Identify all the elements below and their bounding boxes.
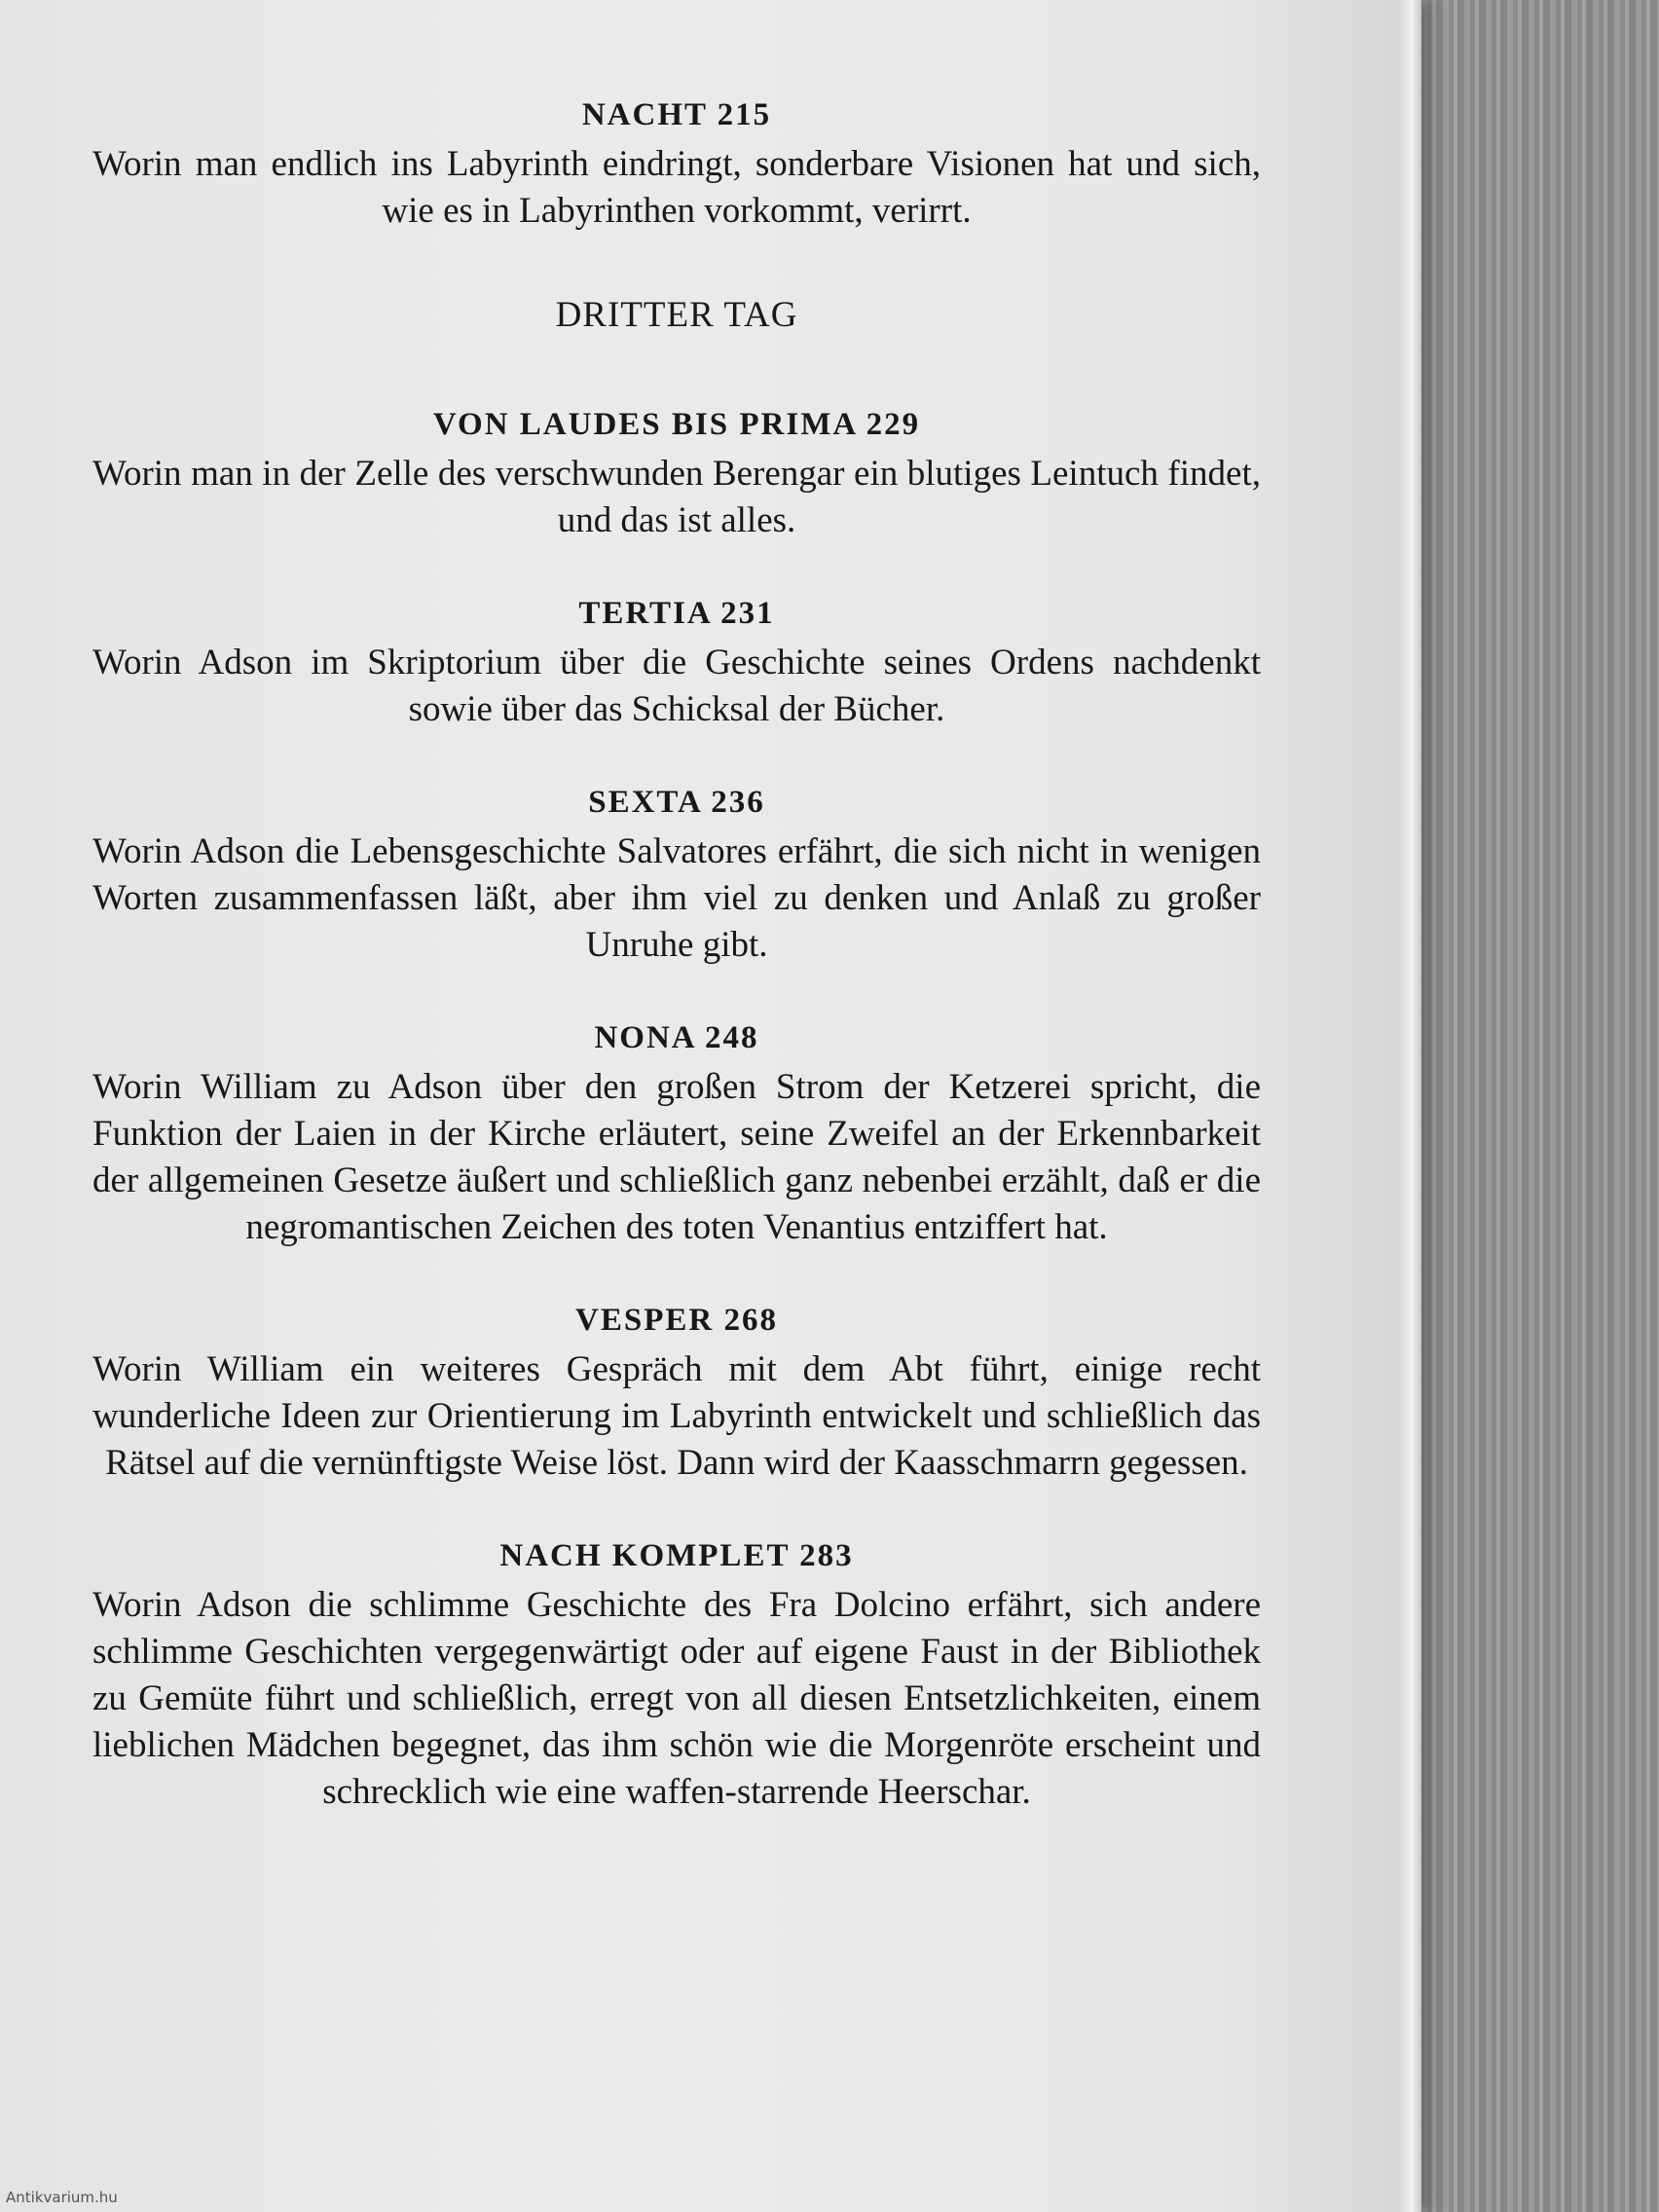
toc-entry [92,92,1261,235]
entry-summary: Worin Adson die Lebensgeschichte Salvatores erfährt, die sich nicht in wenigen Worten zusammenfassen läßt, aber ihm viel zu denken und Anlaß zu großer Unruhe gibt. [92,831,1261,965]
background-surface [1421,0,1659,2212]
entry-summary: Worin William ein weiteres Gespräch mit dem Abt führt, einige recht wunderliche Ideen zur Orientierung im Labyrinth entwickelt und schließlich das Rätsel auf die vernünftigste Weise löst. Dann wird der Kaasschmarrn gegessen. [92,1349,1261,1483]
entry-page-number: 248 [705,1020,759,1055]
entry-hour: SEXTA [588,785,702,820]
entry-hour: TERTIA [578,596,711,631]
entry-hour: NACH KOMPLET [499,1538,790,1573]
entry-page-number: 229 [866,407,921,442]
entry-summary: Worin Adson im Skriptorium über die Geschichte seines Ordens nachdenkt sowie über das Schicksal der Bücher. [92,643,1261,729]
toc-entry [92,1015,1261,1251]
entry-hour: NACHT [581,97,708,132]
entry-hour: VON LAUDES BIS PRIMA [432,407,857,442]
entry-summary: Worin man in der Zelle des verschwunden Berengar ein blutiges Leintuch findet, und das ist alles. [92,454,1261,540]
entry-heading [92,92,1261,137]
table-of-contents [92,92,1261,1862]
entry-heading [92,1533,1261,1578]
toc-entry [92,402,1261,544]
entry-heading [92,780,1261,825]
entry-summary: Worin William zu Adson über den großen Strom der Ketzerei spricht, die Funktion der Laien in der Kirche erläutert, seine Zweifel an der Erkennbarkeit der allgemeinen Gesetze äußert und schließlich ganz nebenbei erzählt, daß er die negromantischen Zeichen des toten Venantius entziffert hat. [92,1067,1261,1247]
entry-heading [92,591,1261,636]
entry-page-number: 283 [799,1538,854,1573]
toc-entry [92,780,1261,969]
entry-heading [92,1015,1261,1060]
entry-page-number: 231 [720,596,775,631]
entry-hour: NONA [594,1020,695,1055]
watermark-text: Antikvarium.hu [6,2189,118,2206]
day-title: DRITTER TAG [555,295,798,335]
toc-entry [92,591,1261,733]
entry-heading [92,1298,1261,1343]
entry-page-number: 236 [711,785,765,820]
toc-entry [92,1533,1261,1816]
entry-page-number: 215 [717,97,772,132]
entry-heading [92,402,1261,447]
toc-entry [92,1298,1261,1487]
entry-summary: Worin man endlich ins Labyrinth eindringt, sonderbare Visionen hat und sich, wie es in Labyrinthen vorkommt, verirrt. [92,144,1261,231]
entry-hour: VESPER [575,1303,715,1338]
page-edge [1402,0,1421,2212]
entry-page-number: 268 [723,1303,778,1338]
entry-summary: Worin Adson die schlimme Geschichte des Fra Dolcino erfährt, sich andere schlimme Geschichten vergegenwärtigt oder auf eigene Faust in der Bibliothek zu Gemüte führt und schließlich, erregt von all diesen Entsetzlichkeiten, einem lieblichen Mädchen begegnet, das ihm schön wie die Morgenröte erscheint und schrecklich wie eine waffen-starrende Heerschar. [92,1585,1261,1812]
